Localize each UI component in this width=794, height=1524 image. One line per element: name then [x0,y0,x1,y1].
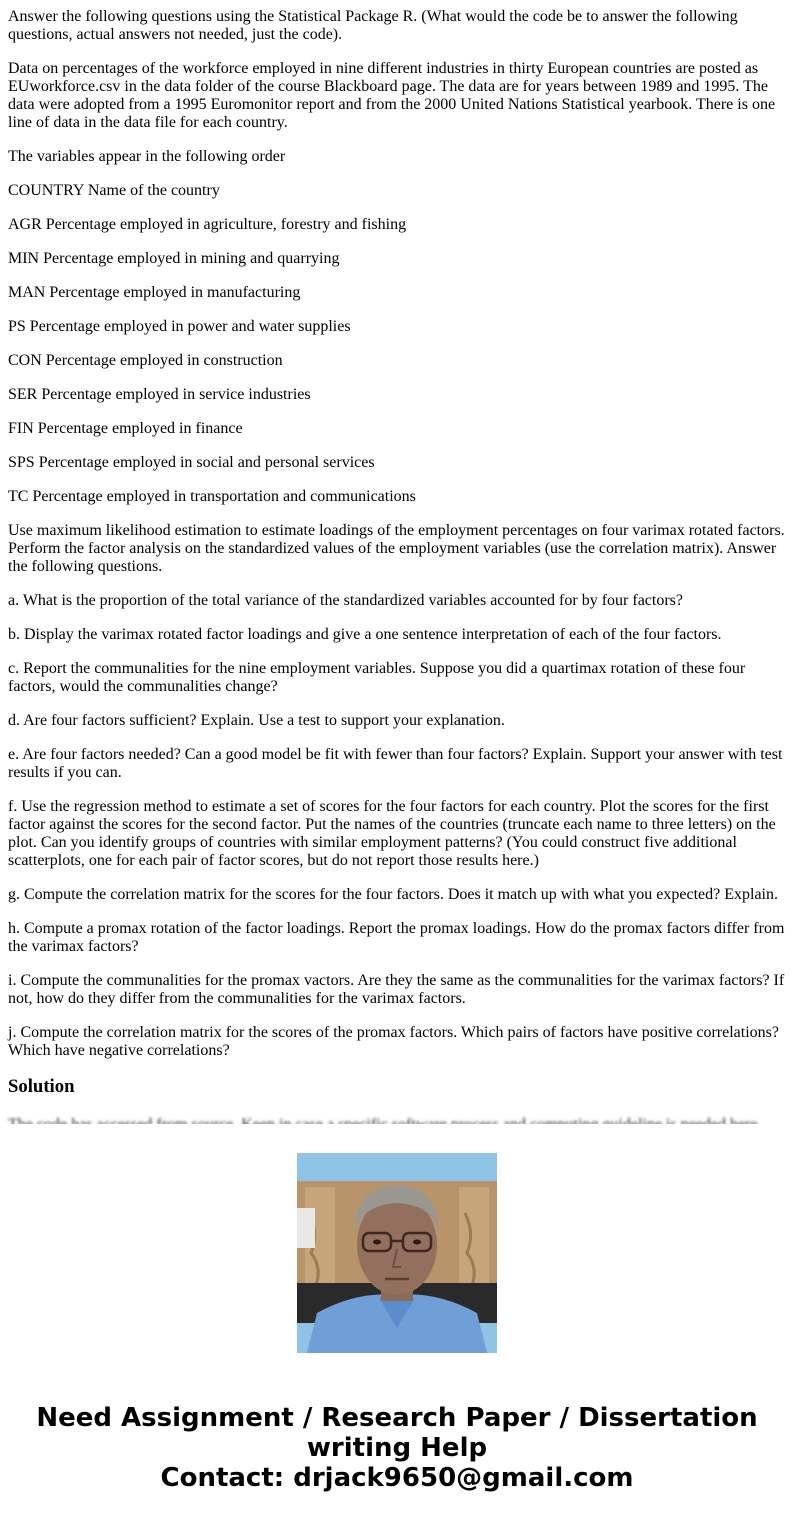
tutor-portrait-image [297,1153,497,1353]
question-part-b: b. Display the varimax rotated factor loadings and give a one sentence interpretation of each of the four factors. [8,626,722,643]
question-document [8,8,786,1123]
variable-item-agr: AGR Percentage employed in agriculture, forestry and fishing [8,216,407,233]
promo-line-contact: Contact: drjack9650@gmail.com [160,1463,634,1493]
question-part-f: f. Use the regression method to estimate a set of scores for the four factors for each country. Plot the scores for the first factor against the scores for the second factor. Put the names of the countries (truncate each name to three letters) on the plot. Can you identify groups of countries with similar employment patterns? (You could construct five additional scatterplots, one for each pair of factor scores, but do not report those results here.) [8,798,776,869]
variable-item-ps: PS Percentage employed in power and water supplies [8,318,351,335]
variable-item-sps: SPS Percentage employed in social and personal services [8,454,375,471]
promo-banner [0,1403,794,1493]
promo-line-services: Need Assignment / Research Paper / Dissertation [36,1403,758,1433]
solution-heading: Solution [8,1076,75,1097]
variable-item-fin: FIN Percentage employed in finance [8,420,243,437]
variable-item-country: COUNTRY Name of the country [8,182,220,199]
variable-item-con: CON Percentage employed in construction [8,352,283,369]
variables-heading: The variables appear in the following order [8,148,286,165]
question-part-e: e. Are four factors needed? Can a good model be fit with fewer than four factors? Explain. Support your answer with test results if you can. [8,746,783,781]
question-part-h: h. Compute a promax rotation of the factor loadings. Report the promax loadings. How do the promax factors differ from the varimax factors? [8,920,785,955]
variable-item-min: MIN Percentage employed in mining and quarrying [8,250,340,267]
variable-item-man: MAN Percentage employed in manufacturing [8,284,301,301]
question-part-i: i. Compute the communalities for the promax vactors. Are they the same as the communalities for the varimax factors? If not, how do they differ from the communalities for the varimax factors. [8,972,785,1007]
question-part-a: a. What is the proportion of the total variance of the standardized variables accounted for by four factors? [8,592,683,609]
question-part-c: c. Report the communalities for the nine employment variables. Suppose you did a quartimax rotation of these four factors, would the communalities change? [8,660,746,695]
instructions-paragraph: Use maximum likelihood estimation to estimate loadings of the employment percentages on four varimax rotated factors. Perform the factor analysis on the standardized values of the employment variables (use the correlation matrix). Answer the following questions. [8,522,785,575]
promo-line-help: writing Help [306,1433,488,1463]
intro-paragraph: Answer the following questions using the Statistical Package R. (What would the code be to answer the following questions, actual answers not needed, just the code). [8,8,738,43]
solution-teaser-text [8,1116,786,1123]
variable-item-ser: SER Percentage employed in service industries [8,386,311,403]
data-description-paragraph: Data on percentages of the workforce employed in nine different industries in thirty European countries are posted as EUworkforce.csv in the data folder of the course Blackboard page. The data are for years between 1989 and 1995. The data were adopted from a 1995 Euromonitor report and from the 2000 United Nations Statistical yearbook. There is one line of data in the data file for each country. [8,60,776,131]
variable-item-tc: TC Percentage employed in transportation and communications [8,488,416,505]
question-part-g: g. Compute the correlation matrix for the scores for the four factors. Does it match up with what you expected? Explain. [8,886,778,903]
question-part-j: j. Compute the correlation matrix for the scores of the promax factors. Which pairs of factors have positive correlations? Which have negative correlations? [8,1024,779,1059]
avatar [297,1153,497,1353]
question-part-d: d. Are four factors sufficient? Explain. Use a test to support your explanation. [8,712,505,729]
